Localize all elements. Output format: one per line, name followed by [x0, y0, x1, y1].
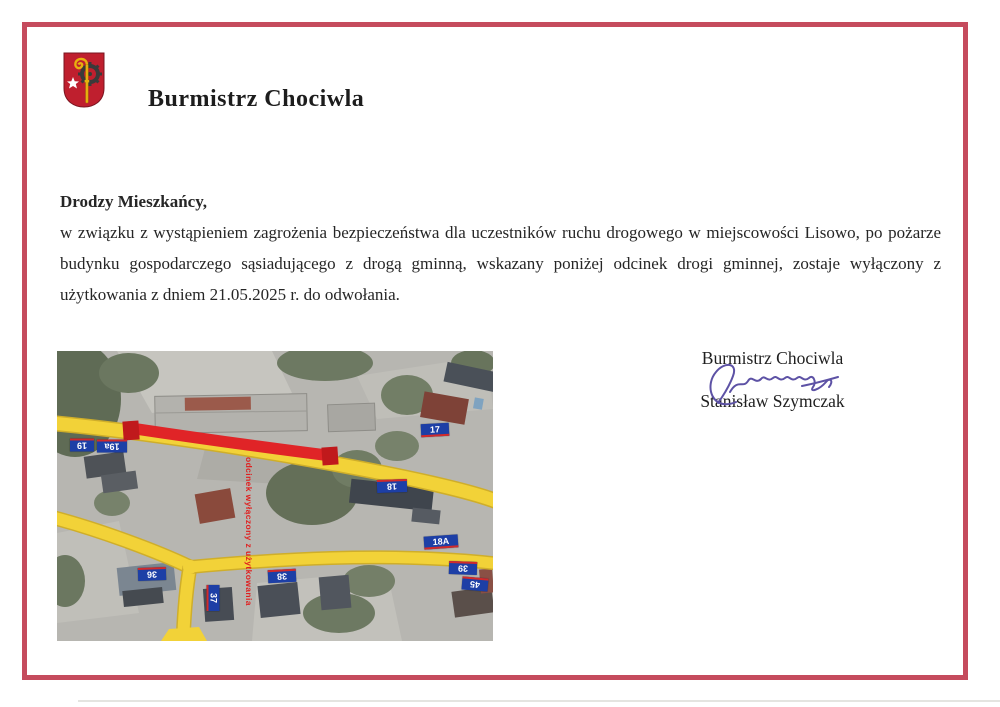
signatory-name: Stanisław Szymczak [700, 391, 845, 411]
house-number-plate-18A: 18A [424, 534, 459, 549]
signature-block [690, 348, 855, 412]
house-number-plate-39: 39 [449, 561, 477, 575]
red-roof-house-center [195, 488, 236, 524]
house-number-plate-19a: 19a [97, 440, 127, 453]
house-number-plate-17: 17 [421, 423, 450, 437]
scan-artifact-line [78, 700, 1000, 702]
building-38 [257, 582, 300, 618]
closure-marker-east [321, 446, 338, 465]
aerial-map [57, 351, 493, 641]
house-number-plate-19: 19 [70, 439, 94, 452]
warehouse-building [155, 394, 308, 434]
coat-of-arms-icon [63, 52, 105, 108]
closure-marker-west [122, 420, 139, 440]
house-number-plate-18: 18 [377, 479, 407, 493]
road-closure-annotation: odcinek wyłączony z użytkowania [244, 457, 254, 606]
letter-body-block [60, 186, 941, 310]
page-title: Burmistrz Chociwla [148, 86, 365, 113]
shed-building [328, 403, 376, 432]
house-number-plate-37: 37 [207, 585, 220, 611]
signatory-title: Burmistrz Chociwla [701, 348, 844, 368]
house-number-plate-45: 45 [461, 576, 488, 591]
house-number-plate-38: 38 [268, 569, 297, 583]
house-number-plate-36: 36 [138, 567, 166, 581]
letter-text: w związku z wystąpieniem zagrożenia bezpieczeństwa dla uczestników ruchu drogowego w miejscowości Lisowo, po pożarze budynku gospodarczego sąsiadującego z drogą gminną, wskazany poniżej odcinek drogi gminnej, zostaje wyłączony z użytkowania z dniem 21.05.2025 r. do odwołania. [60, 223, 941, 304]
salutation: Drodzy Mieszkańcy, [60, 192, 208, 211]
aerial-photo-backdrop [57, 351, 493, 641]
